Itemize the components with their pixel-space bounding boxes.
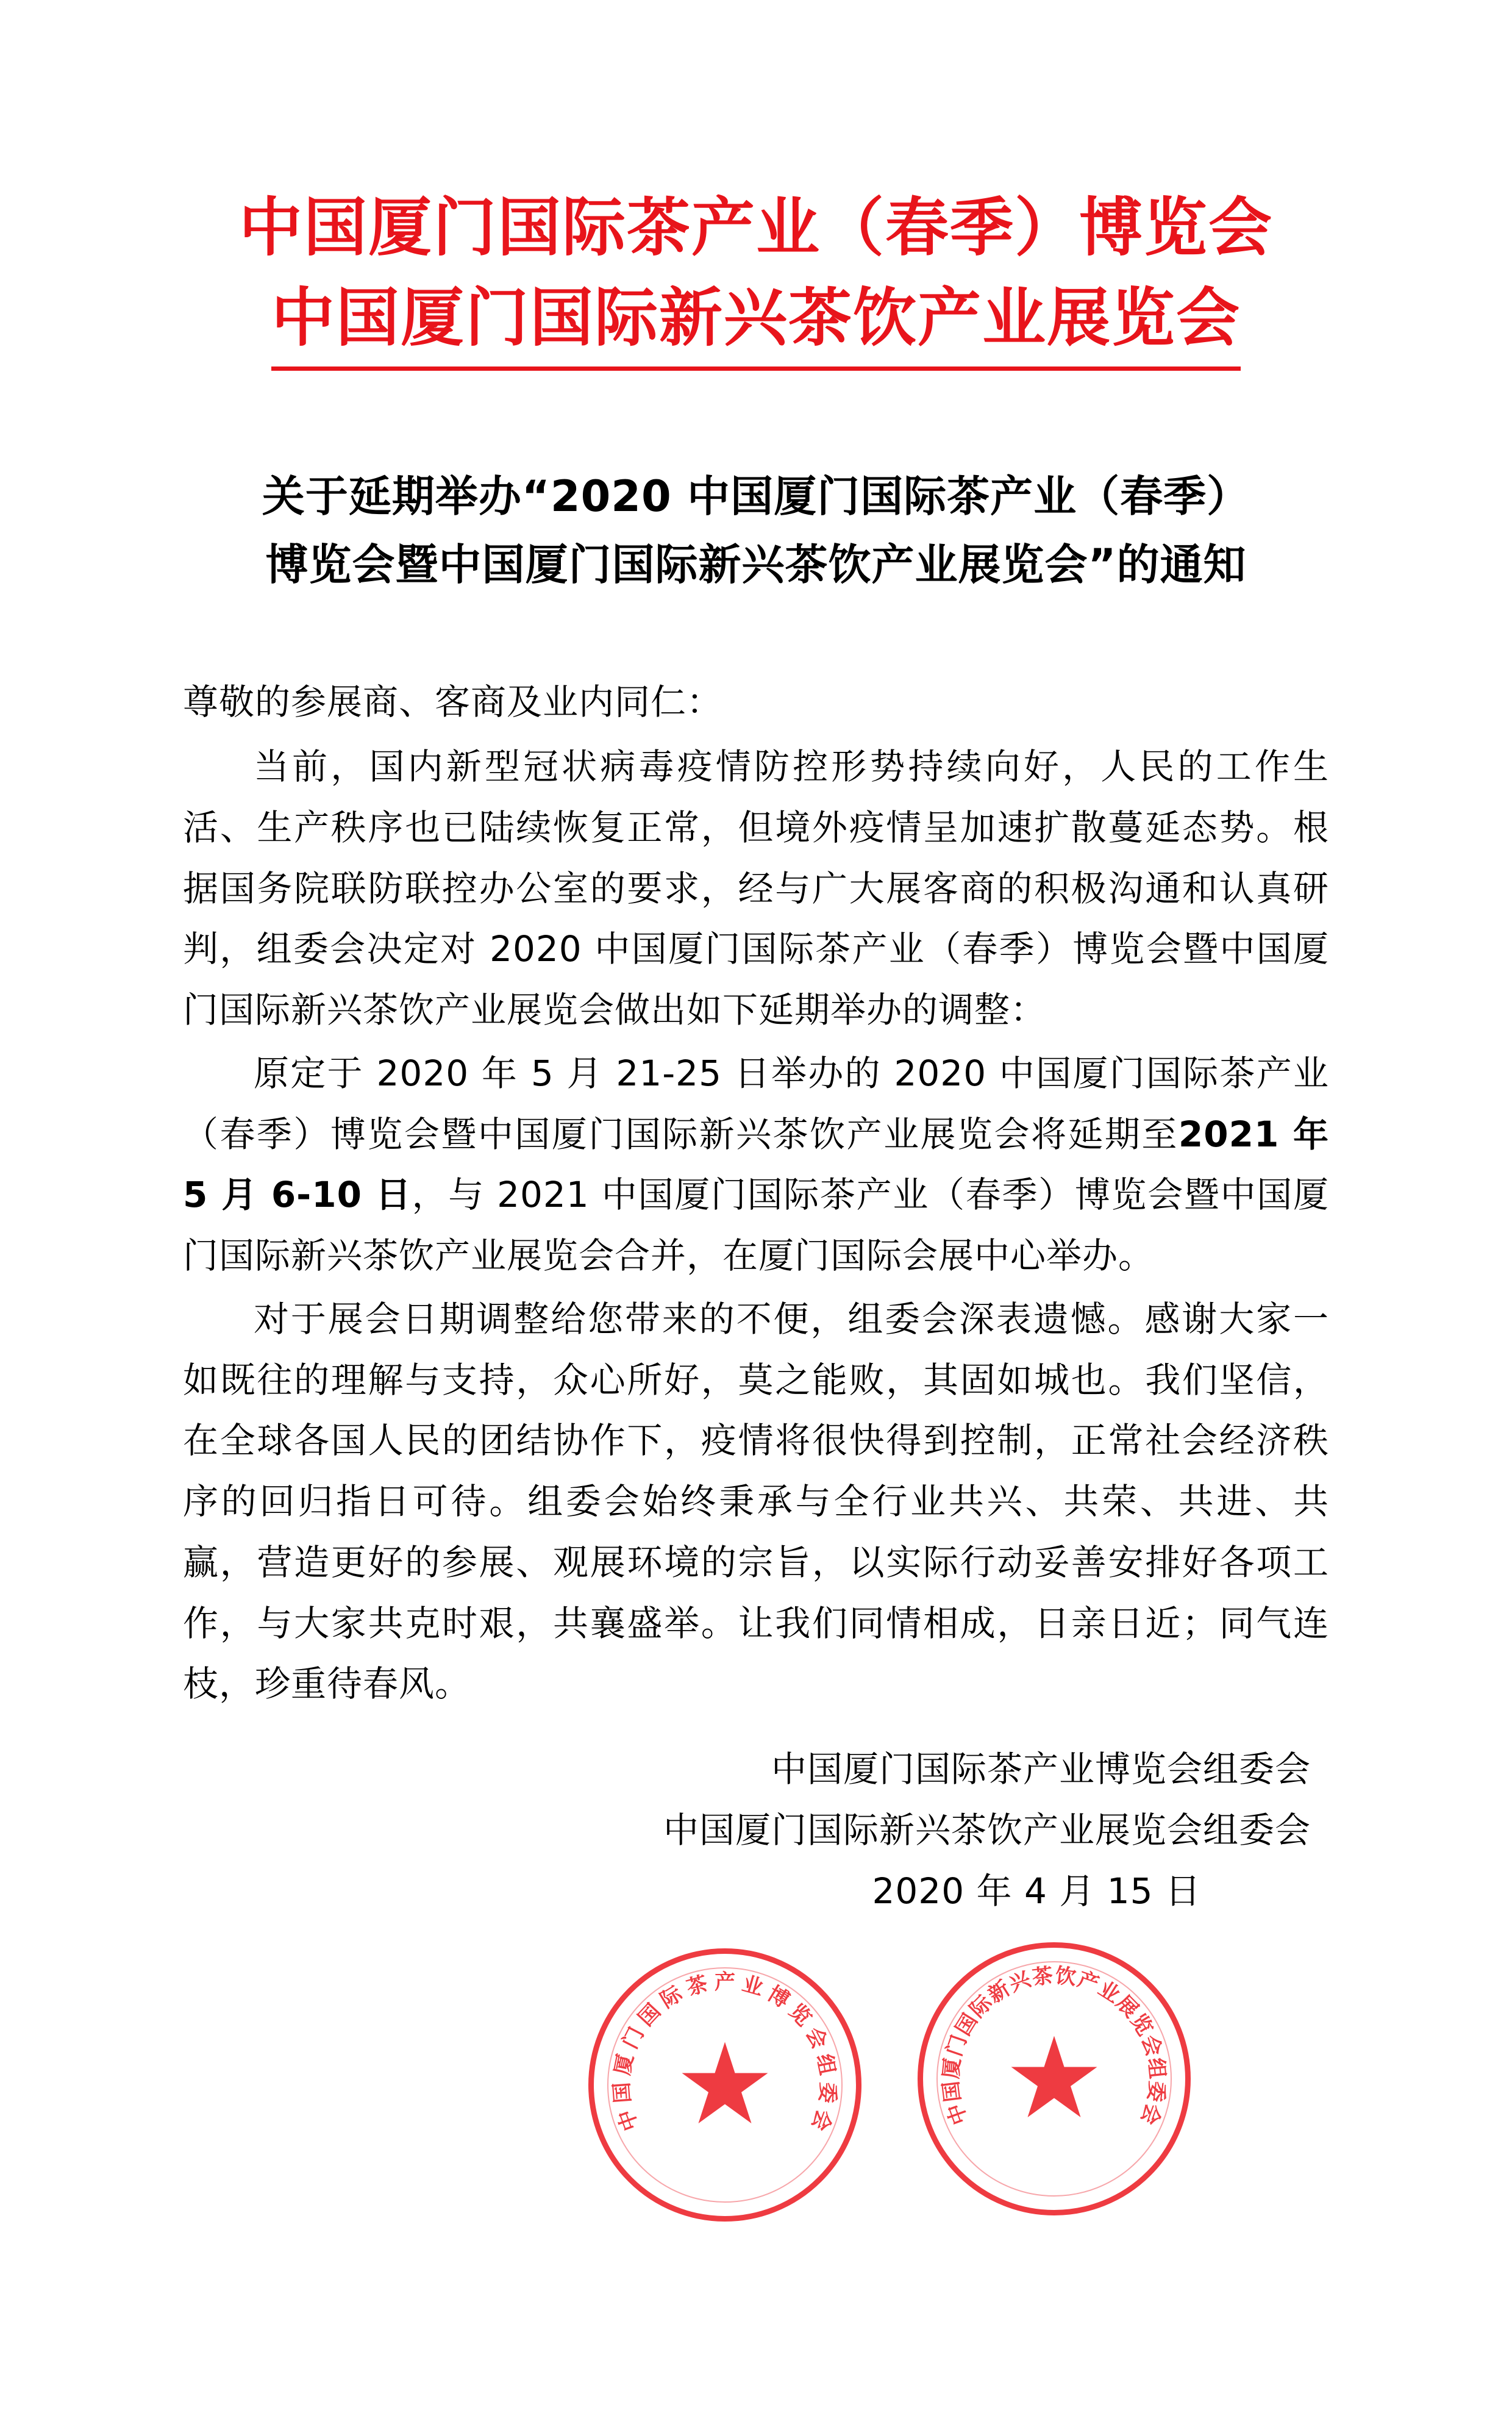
stamp-char: 业 [739, 1971, 766, 2001]
stamp-char: 厦 [938, 2056, 966, 2080]
star-icon [1008, 2033, 1100, 2125]
stamp-char: 委 [1143, 2079, 1170, 2104]
signature-block [183, 1739, 1329, 1922]
stamp-char: 委 [814, 2081, 841, 2104]
stamp-char: 茶 [683, 1971, 711, 2001]
signature-date: 2020 年 4 月 15 日 [872, 1870, 1201, 1912]
stamp-char: 览 [1125, 2009, 1158, 2040]
stamp-char: 产 [1074, 1967, 1102, 1997]
star-icon [679, 2039, 771, 2131]
stamp-char: 会 [1135, 2100, 1166, 2128]
letterhead-line-2: 中国厦门国际新兴茶饮产业展览会 [271, 273, 1241, 371]
salutation: 尊敬的参展商、客商及业内同仁： [183, 681, 723, 723]
stamp-char: 会 [1136, 2032, 1166, 2060]
stamp-char: 国 [633, 1999, 666, 2031]
page-title-line-1: 关于延期举办“2020 中国厦门国际茶产业（春季） [262, 471, 1250, 522]
paragraph-2-pre: 原定于 2020 年 5 月 21-25 日举办的 2020 中国厦门国际茶产业（春季）博览会暨中国厦门国际新兴茶饮产业展览会将延期至 [183, 1052, 1329, 1155]
stamp-char: 门 [942, 2032, 972, 2060]
stamp-text-ring-1 [594, 1954, 856, 2216]
stamp-char: 际 [965, 1990, 997, 2023]
stamp-char: 组 [1143, 2056, 1170, 2080]
paragraph-1: 当前，国内新型冠状病毒疫情防控形势持续向好，人民的工作生活、生产秩序也已陆续恢复正常，但境外疫情呈加速扩散蔓延态势。根据国务院联防联控办公室的要求，经与广大展客商的积极沟通和认真研判，组委会决定对 2020 中国厦门国际茶产业（春季）博览会暨中国厦门国际新兴茶饮产业展览会做出如下延期举办的调整： [183, 746, 1329, 1031]
stamp-char: 会 [806, 2106, 836, 2134]
document-body [183, 672, 1329, 1715]
signature-org-2: 中国厦门国际新兴茶饮产业展览会组委会 [663, 1809, 1311, 1851]
stamp-char: 兴 [1006, 1967, 1034, 1997]
stamp-char: 中 [943, 2100, 973, 2128]
stamp-char: 览 [784, 1999, 816, 2031]
stamp-tea-expo-icon [588, 1948, 861, 2222]
stamp-char: 饮 [1054, 1963, 1078, 1990]
stamp-char: 新 [983, 1976, 1015, 2008]
stamp-char: 会 [801, 2023, 832, 2053]
stamp-char: 国 [950, 2009, 983, 2040]
stamp-char: 产 [715, 1970, 735, 1995]
stamp-char: 展 [1111, 1990, 1143, 2023]
letterhead [183, 0, 1329, 371]
stamp-char: 门 [618, 2023, 649, 2053]
stamp-char: 业 [1094, 1976, 1125, 2008]
page-title-line-2: 博览会暨中国厦门国际新兴茶饮产业展览会”的通知 [265, 540, 1247, 590]
stamp-char: 国 [938, 2079, 966, 2104]
stamp-new-tea-drink-expo-icon [918, 1942, 1191, 2215]
stamp-text-ring-2 [923, 1948, 1185, 2210]
stamp-char: 国 [609, 2081, 636, 2104]
paragraph-3: 对于展会日期调整给您带来的不便，组委会深表遗憾。感谢大家一如既往的理解与支持，众心所好，莫之能败，其固如城也。我们坚信，在全球各国人民的团结协作下，疫情将很快得到控制，正常社会经济秩序的回归指日可待。组委会始终秉承与全行业共兴、共荣、共进、共赢，营造更好的参展、观展环境的宗旨，以实际行动妥善安排好各项工作，与大家共克时艰，共襄盛举。让我们同情相成，日亲日近；同气连枝，珍重待春风。 [183, 1298, 1329, 1705]
signature-org-1: 中国厦门国际茶产业博览会组委会 [771, 1748, 1311, 1790]
stamp-inner-ring [936, 1961, 1172, 2197]
letterhead-line-1: 中国厦门国际茶产业（春季）博览会 [238, 190, 1273, 265]
stamp-char: 厦 [610, 2051, 638, 2078]
paragraph-2-date-highlight: 2021 年 5 月 6-10 日 [183, 1113, 1329, 1216]
stamp-char: 博 [763, 1981, 794, 2014]
paragraph-2 [183, 1043, 1329, 1287]
page-title [183, 462, 1329, 599]
paragraph-2-post: ，与 2021 中国厦门国际茶产业（春季）博览会暨中国厦门国际新兴茶饮产业展览会合并，在厦门国际会展中心举办。 [183, 1174, 1329, 1277]
stamp-char: 组 [811, 2051, 840, 2078]
stamp-char: 际 [656, 1981, 687, 2014]
stamp-inner-ring [607, 1967, 843, 2203]
stamp-char: 茶 [1030, 1963, 1055, 1990]
stamp-char: 中 [613, 2106, 644, 2134]
